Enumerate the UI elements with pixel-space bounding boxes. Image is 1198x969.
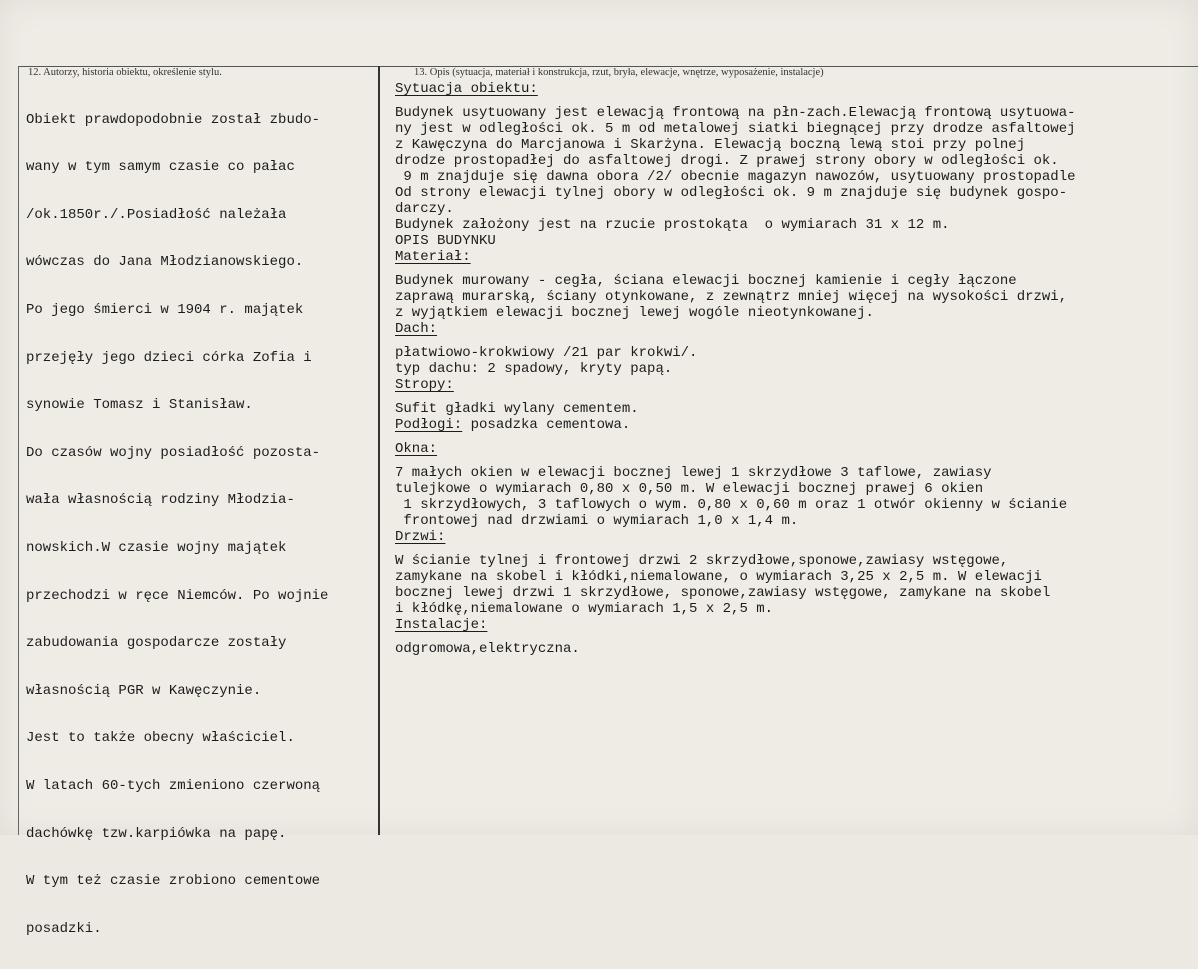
history-line: wany w tym samym czasie co pałac bbox=[26, 159, 295, 176]
history-line: Obiekt prawdopodobnie został zbudo- bbox=[26, 111, 321, 128]
material-line: zaprawą murarską, ściany otynkowane, z zewnątrz mniej więcej na wysokości drzwi, bbox=[395, 289, 1068, 305]
instalacje-subheading: Instalacje: bbox=[395, 617, 488, 633]
okna-subheading: Okna: bbox=[395, 441, 438, 457]
history-line: W latach 60-tych zmieniono czerwoną bbox=[26, 777, 321, 794]
okna-line: 1 skrzydłowych, 3 taflowych o wym. 0,80 x 0,60 m oraz 1 otwór okienny w ścianie bbox=[395, 497, 1068, 513]
opis-budynku-label: OPIS BUDYNKU bbox=[395, 233, 496, 249]
history-line: zabudowania gospodarcze zostały bbox=[26, 635, 287, 652]
material-subheading: Materiał: bbox=[395, 249, 471, 265]
section-12-heading: 12. Autorzy, historia obiektu, określenie stylu. bbox=[28, 67, 222, 78]
sytuacja-line: Budynek usytuowany jest elewacją frontową na płn-zach.Elewacją frontową usytuowa- bbox=[395, 105, 1076, 121]
drzwi-line: bocznej lewej drzwi 1 skrzydłowe, sponowe,zawiasy wstęgowe, zamykane na skobel bbox=[395, 585, 1051, 601]
sytuacja-line: darczy. bbox=[395, 201, 454, 217]
material-line: z wyjątkiem elewacji bocznej lewej wogóle nieotynkowanej. bbox=[395, 305, 874, 321]
material-line: Budynek murowany - cegła, ściana elewacji bocznej kamienie i cegły łączone bbox=[395, 273, 1017, 289]
sytuacja-line: z Kawęczyna do Marcjanowa i Skarżyna. Elewacją boczną lewą stoi przy polnej bbox=[395, 137, 1026, 153]
dach-subheading: Dach: bbox=[395, 321, 438, 337]
sytuacja-line: 9 m znajduje się dawna obora /2/ obecnie magazyn nawozów, usytuowany prostopadle bbox=[395, 169, 1076, 185]
history-line: /ok.1850r./.Posiadłość należała bbox=[26, 206, 287, 223]
podlogi-text: posadzka cementowa. bbox=[462, 417, 631, 433]
dach-line: typ dachu: 2 spadowy, kryty papą. bbox=[395, 361, 673, 377]
history-line: Jest to także obecny właściciel. bbox=[26, 730, 295, 747]
history-line: nowskich.W czasie wojny majątek bbox=[26, 539, 287, 556]
history-text bbox=[26, 81, 378, 969]
drzwi-line: i kłódkę,niemalowane o wymiarach 1,5 x 2,5 m. bbox=[395, 601, 774, 617]
okna-line: frontowej nad drzwiami o wymiarach 1,0 x 1,4 m. bbox=[395, 513, 799, 529]
description-text bbox=[395, 81, 1195, 657]
drzwi-line: W ścianie tylnej i frontowej drzwi 2 skrzydłowe,sponowe,zawiasy wstęgowe, bbox=[395, 553, 1009, 569]
history-line: Po jego śmierci w 1904 r. majątek bbox=[26, 301, 304, 318]
drzwi-line: zamykane na skobel i kłódki,niemalowane, o wymiarach 3,25 x 2,5 m. W elewacji bbox=[395, 569, 1042, 585]
stropy-line: Sufit gładki wylany cementem. bbox=[395, 401, 639, 417]
history-line: wówczas do Jana Młodzianowskiego. bbox=[26, 254, 304, 271]
dach-line: płatwiowo-krokwiowy /21 par krokwi/. bbox=[395, 345, 698, 361]
history-line: własnością PGR w Kawęczynie. bbox=[26, 682, 262, 699]
history-line: przechodzi w ręce Niemców. Po wojnie bbox=[26, 587, 329, 604]
history-line: przejęły jego dzieci córka Zofia i bbox=[26, 349, 312, 366]
history-line: wała własnością rodziny Młodzia- bbox=[26, 492, 295, 509]
okna-line: tulejkowe o wymiarach 0,80 x 0,50 m. W elewacji bocznej prawej 6 okien bbox=[395, 481, 984, 497]
instalacje-line: odgromowa,elektryczna. bbox=[395, 641, 580, 657]
section-13-heading: 13. Opis (sytuacja, materiał i konstrukcja, rzut, bryła, elewacje, wnętrze, wyposażenie, instalacje) bbox=[414, 67, 824, 78]
sytuacja-line: drodze prostopadłej do asfaltowej drogi. Z prawej strony obory w odległości ok. bbox=[395, 153, 1059, 169]
column-divider bbox=[378, 66, 380, 835]
sytuacja-subheading: Sytuacja obiektu: bbox=[395, 81, 538, 97]
history-line: W tym też czasie zrobiono cementowe bbox=[26, 873, 321, 890]
history-line: synowie Tomasz i Stanisław. bbox=[26, 397, 253, 414]
sytuacja-line: Od strony elewacji tylnej obory w odległości ok. 9 m znajduje się budynek gospo- bbox=[395, 185, 1068, 201]
podlogi-subheading: Podłogi: bbox=[395, 417, 463, 433]
history-line: dachówkę tzw.karpiówka na papę. bbox=[26, 825, 287, 842]
drzwi-subheading: Drzwi: bbox=[395, 529, 446, 545]
history-line: posadzki. bbox=[26, 920, 102, 937]
history-line: Do czasów wojny posiadłość pozosta- bbox=[26, 444, 321, 461]
stropy-subheading: Stropy: bbox=[395, 377, 454, 393]
left-margin-rule bbox=[18, 66, 19, 835]
okna-line: 7 małych okien w elewacji bocznej lewej 1 skrzydłowe 3 taflowe, zawiasy bbox=[395, 465, 992, 481]
sytuacja-line: Budynek założony jest na rzucie prostokąta o wymiarach 31 x 12 m. bbox=[395, 217, 950, 233]
sytuacja-line: ny jest w odległości ok. 5 m od metalowej siatki biegnącej przy drodze asfaltowej bbox=[395, 121, 1076, 137]
